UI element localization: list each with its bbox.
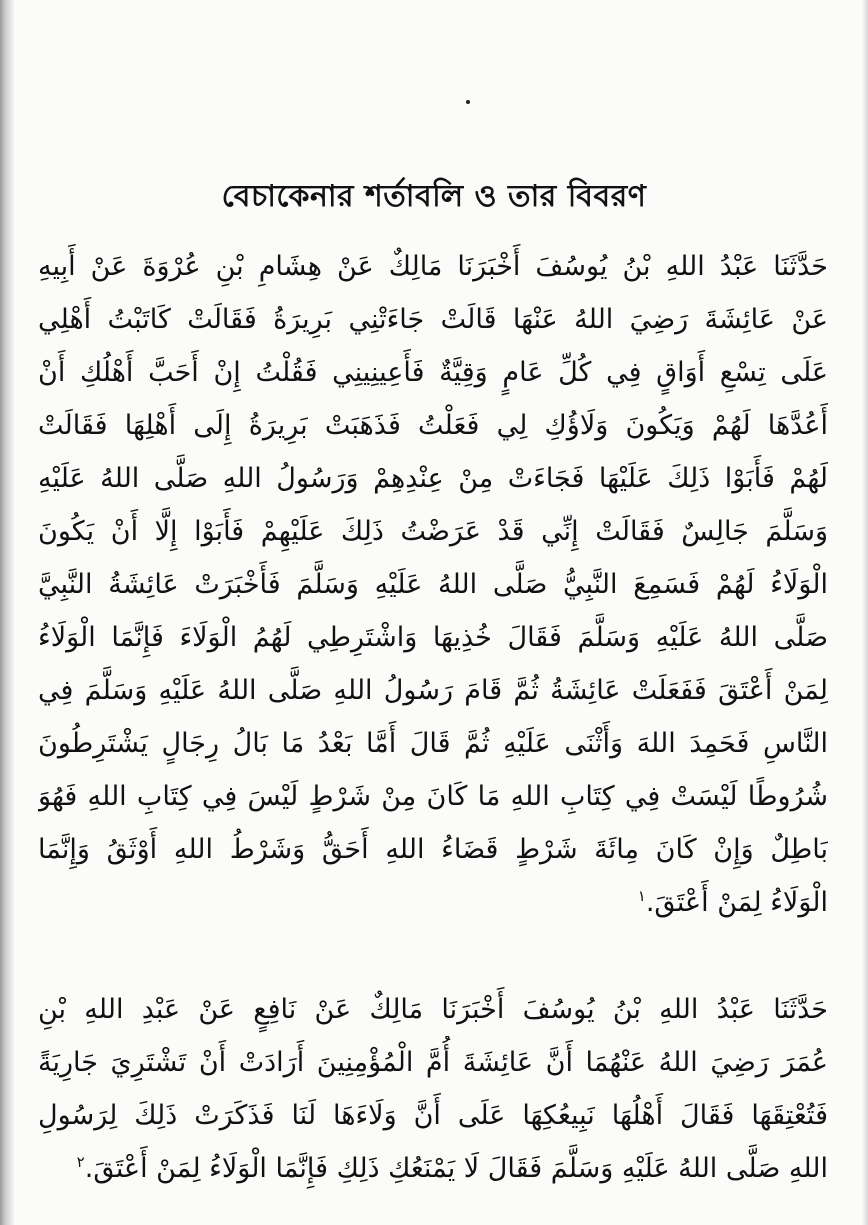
hadith-2-line: عُمَرَ رَضِيَ اللهُ عَنْهُمَا أَنَّ عَائِشَةَ أُمَّ الْمُؤْمِنِينَ أَرَادَتْ أَنْ تَشْتَرِيَ جَارِيَةً: [38, 1047, 828, 1078]
hadith-1-line: النَّاسِ فَحَمِدَ اللهَ وَأَثْنَى عَلَيْهِ ثُمَّ قَالَ أَمَّا بَعْدُ مَا بَالُ رِجَالٍ يَشْتَرِطُونَ: [38, 728, 828, 759]
footnote-marker-1[interactable]: ١: [637, 887, 646, 905]
hadith-1-line: لِمَنْ أَعْتَقَ فَفَعَلَتْ عَائِشَةُ ثُمَّ قَامَ رَسُولُ اللهِ صَلَّى اللهُ عَلَيْهِ وَسَلَّمَ فِي: [38, 675, 828, 706]
hadith-2-last-line: [38, 1142, 828, 1195]
chapter-title: বেচাকেনার শর্তাবলি ও তার বিবরণ: [221, 179, 647, 214]
hadith-1-line: حَدَّثَنَا عَبْدُ اللهِ بْنُ يُوسُفَ أَخْبَرَنَا مَالِكٌ عَنْ هِشَامِ بْنِ عُرْوَةَ عَنْ أَبِيهِ: [38, 251, 828, 282]
hadith-2-line: حَدَّثَنَا عَبْدُ اللهِ بْنُ يُوسُفَ أَخْبَرَنَا مَالِكٌ عَنْ نَافِعٍ عَنْ عَبْدِ اللهِ بْنِ: [38, 994, 828, 1025]
hadith-2-line-text: اللهِ صَلَّى اللهُ عَلَيْهِ وَسَلَّمَ فَقَالَ لَا يَمْنَعُكِ ذَلِكِ فَإِنَّمَا الْوَلَاءُ لِمَنْ أَعْتَقَ.: [84, 1153, 828, 1184]
hadith-1-line: لَهُمْ فَأَبَوْا ذَلِكَ عَلَيْهَا فَجَاءَتْ مِنْ عِنْدِهِمْ وَرَسُولُ اللهِ صَلَّى اللهُ عَلَيْهِ: [38, 463, 828, 494]
hadith-1-line: الْوَلَاءُ لَهُمْ فَسَمِعَ النَّبِيُّ صَلَّى اللهُ عَلَيْهِ وَسَلَّمَ فَأَخْبَرَتْ عَائِشَةُ النَّبِيَّ: [38, 569, 828, 600]
hadith-1-line: عَنْ عَائِشَةَ رَضِيَ اللهُ عَنْهَا قَالَتْ جَاءَتْنِي بَرِيرَةُ فَقَالَتْ كَاتَبْتُ أَهْلِي: [38, 304, 828, 335]
hadith-1-line-text: الْوَلَاءُ لِمَنْ أَعْتَقَ.: [645, 887, 828, 918]
hadith-1-line: أَعُدَّهَا لَهُمْ وَيَكُونَ وَلَاؤُكِ لِي فَعَلْتُ فَذَهَبَتْ بَرِيرَةُ إِلَى أَهْلِهَا فَقَالَتْ: [38, 410, 828, 441]
hadith-paragraph-1: [38, 240, 828, 929]
hadith-1-line: بَاطِلٌ وَإِنْ كَانَ مِائَةَ شَرْطٍ قَضَاءُ اللهِ أَحَقُّ وَشَرْطُ اللهِ أَوْثَقُ وَإِنَّمَا: [38, 834, 828, 865]
hadith-1-line: شُرُوطًا لَيْسَتْ فِي كِتَابِ اللهِ مَا كَانَ مِنْ شَرْطٍ لَيْسَ فِي كِتَابِ اللهِ فَهُوَ: [38, 781, 828, 812]
hadith-paragraph-2: [38, 983, 828, 1195]
hadith-1-line: وَسَلَّمَ جَالِسٌ فَقَالَتْ إِنِّي قَدْ عَرَضْتُ ذَلِكَ عَلَيْهِمْ فَأَبَوْا إِلَّا أَنْ يَكُونَ: [38, 516, 828, 547]
hadith-1-line: صَلَّى اللهُ عَلَيْهِ وَسَلَّمَ فَقَالَ خُذِيهَا وَاشْتَرِطِي لَهُمُ الْوَلَاءَ فَإِنَّمَا الْوَلَاءُ: [38, 622, 828, 653]
hadith-2-line: فَتُعْتِقَهَا فَقَالَ أَهْلُهَا نَبِيعُكِهَا عَلَى أَنَّ وَلَاءَهَا لَنَا فَذَكَرَتْ ذَلِكَ لِرَسُولِ: [38, 1100, 828, 1131]
footnote-marker-2[interactable]: ٢: [76, 1153, 85, 1171]
header-dot: [466, 100, 470, 104]
hadith-1-line: عَلَى تِسْعِ أَوَاقٍ فِي كُلِّ عَامٍ وَقِيَّةٌ فَأَعِينِينِي فَقُلْتُ إِنْ أَحَبَّ أَهْلُكِ أَنْ: [38, 357, 828, 388]
hadith-1-last-line: [38, 876, 828, 929]
